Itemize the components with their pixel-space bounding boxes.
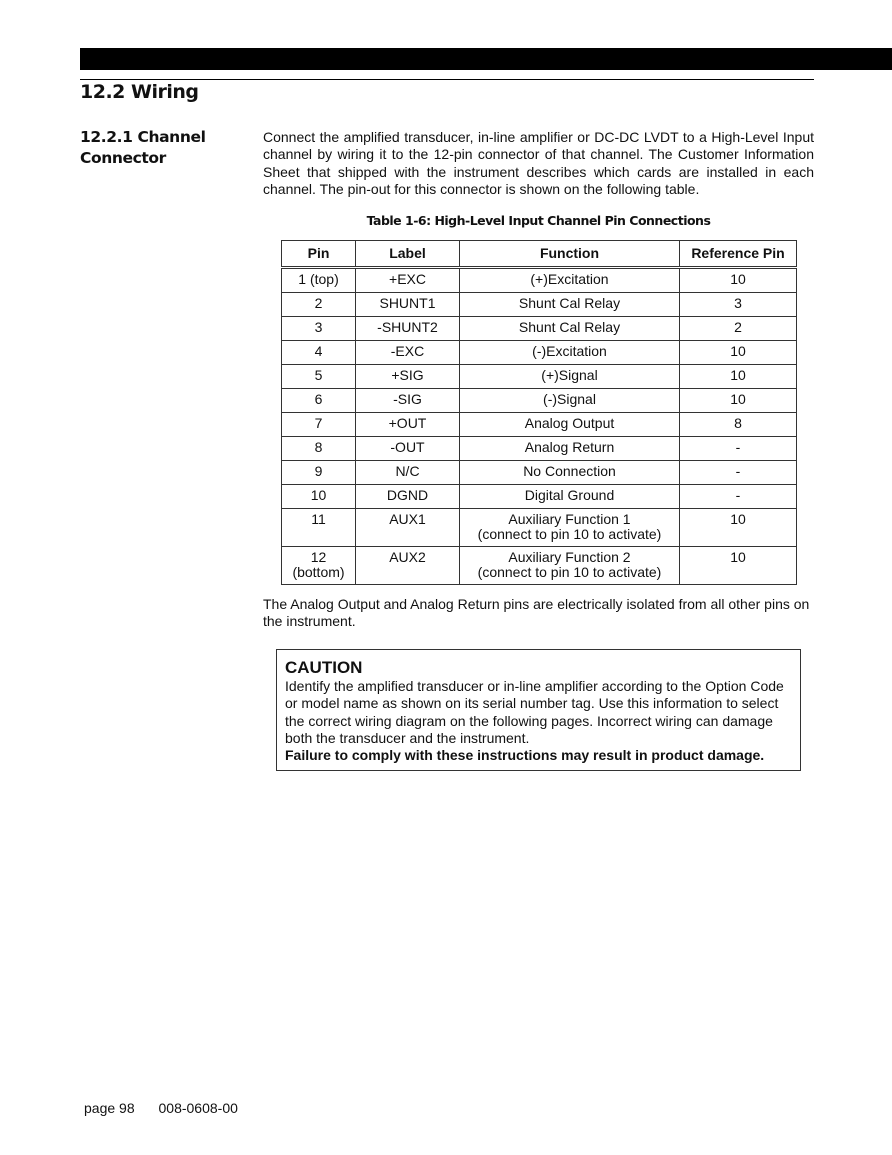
pin-cell: 7 (282, 413, 356, 437)
caution-box (276, 649, 801, 771)
page-number: page 98 (84, 1100, 135, 1116)
reference-pin-cell: - (680, 437, 797, 461)
function-cell: Analog Output (460, 413, 680, 437)
function-cell: (+)Excitation (460, 268, 680, 293)
function-line2: (connect to pin 10 to activate) (477, 564, 662, 580)
reference-pin-cell: 10 (680, 547, 797, 585)
pin-cell: 10 (282, 485, 356, 509)
reference-pin-cell: - (680, 461, 797, 485)
label-cell: -SHUNT2 (356, 317, 460, 341)
isolation-note: The Analog Output and Analog Return pins are electrically isolated from all other pins on the instrument. (263, 596, 810, 630)
reference-pin-cell: 10 (680, 509, 797, 547)
caution-text: Identify the amplified transducer or in-line amplifier according to the Option Code or model name as shown on its serial number tag. Use this information to select the correct wiring diagram on the following pages. Incorrect wiring can damage both the transducer and the instrument. (285, 678, 784, 746)
subsection-title-line2: Connector (80, 149, 166, 167)
function-cell: Digital Ground (460, 485, 680, 509)
table-row (282, 547, 797, 585)
function-cell: No Connection (460, 461, 680, 485)
pin-cell: 5 (282, 365, 356, 389)
column-header-reference-pin: Reference Pin (680, 241, 797, 268)
table-row (282, 365, 797, 389)
label-cell: DGND (356, 485, 460, 509)
table-header-row (282, 241, 797, 268)
header-rule (80, 79, 814, 80)
label-cell: N/C (356, 461, 460, 485)
function-cell: (-)Signal (460, 389, 680, 413)
label-cell: +OUT (356, 413, 460, 437)
function-cell (460, 547, 680, 585)
reference-pin-cell: 2 (680, 317, 797, 341)
function-cell: Shunt Cal Relay (460, 317, 680, 341)
pin-cell: 8 (282, 437, 356, 461)
pin-cell: 4 (282, 341, 356, 365)
label-cell: -SIG (356, 389, 460, 413)
label-cell: +SIG (356, 365, 460, 389)
table-row (282, 509, 797, 547)
label-cell: +EXC (356, 268, 460, 293)
column-header-label: Label (356, 241, 460, 268)
caution-warning: Failure to comply with these instructions may result in product damage. (285, 747, 765, 764)
header-bar (80, 48, 892, 70)
reference-pin-cell: 10 (680, 341, 797, 365)
pin-cell: 11 (282, 509, 356, 547)
function-cell: Shunt Cal Relay (460, 293, 680, 317)
table-row (282, 317, 797, 341)
label-cell: AUX2 (356, 547, 460, 585)
column-header-pin: Pin (282, 241, 356, 268)
intro-paragraph: Connect the amplified transducer, in-line amplifier or DC-DC LVDT to a High-Level Input channel by wiring it to the 12-pin connector of that channel. The Customer Information Sheet that shipped with the instrument describes which cards are installed in each channel. The pin-out for this connector is shown on the following table. (263, 129, 814, 197)
function-cell: (+)Signal (460, 365, 680, 389)
page-footer (84, 1100, 238, 1116)
label-cell: -OUT (356, 437, 460, 461)
reference-pin-cell: 10 (680, 389, 797, 413)
pin-cell (282, 547, 356, 585)
reference-pin-cell: - (680, 485, 797, 509)
table-row (282, 389, 797, 413)
function-line1: Auxiliary Function 1 (508, 511, 631, 527)
function-cell: (-)Excitation (460, 341, 680, 365)
reference-pin-cell: 3 (680, 293, 797, 317)
function-cell: Analog Return (460, 437, 680, 461)
table-row (282, 437, 797, 461)
pin-cell: 9 (282, 461, 356, 485)
reference-pin-cell: 10 (680, 268, 797, 293)
label-cell: AUX1 (356, 509, 460, 547)
pin-line1: 12 (310, 549, 327, 565)
caution-title: CAUTION (285, 658, 363, 677)
table-row (282, 461, 797, 485)
table-caption: Table 1-6: High-Level Input Channel Pin Connections (366, 213, 711, 228)
pin-cell: 1 (top) (282, 268, 356, 293)
pin-line2: (bottom) (292, 564, 345, 580)
function-line2: (connect to pin 10 to activate) (477, 526, 662, 542)
subsection-title (80, 127, 250, 169)
table-row (282, 341, 797, 365)
pin-cell: 3 (282, 317, 356, 341)
pin-cell: 2 (282, 293, 356, 317)
pin-connections-table (281, 240, 797, 585)
reference-pin-cell: 8 (680, 413, 797, 437)
table-row (282, 413, 797, 437)
label-cell: SHUNT1 (356, 293, 460, 317)
label-cell: -EXC (356, 341, 460, 365)
column-header-function: Function (460, 241, 680, 268)
table-row (282, 485, 797, 509)
table-row (282, 268, 797, 293)
pin-cell: 6 (282, 389, 356, 413)
section-title: 12.2 Wiring (80, 81, 199, 103)
table-row (282, 293, 797, 317)
document-number: 008-0608-00 (158, 1100, 238, 1116)
reference-pin-cell: 10 (680, 365, 797, 389)
function-cell (460, 509, 680, 547)
subsection-title-line1: 12.2.1 Channel (80, 128, 206, 146)
function-line1: Auxiliary Function 2 (508, 549, 631, 565)
